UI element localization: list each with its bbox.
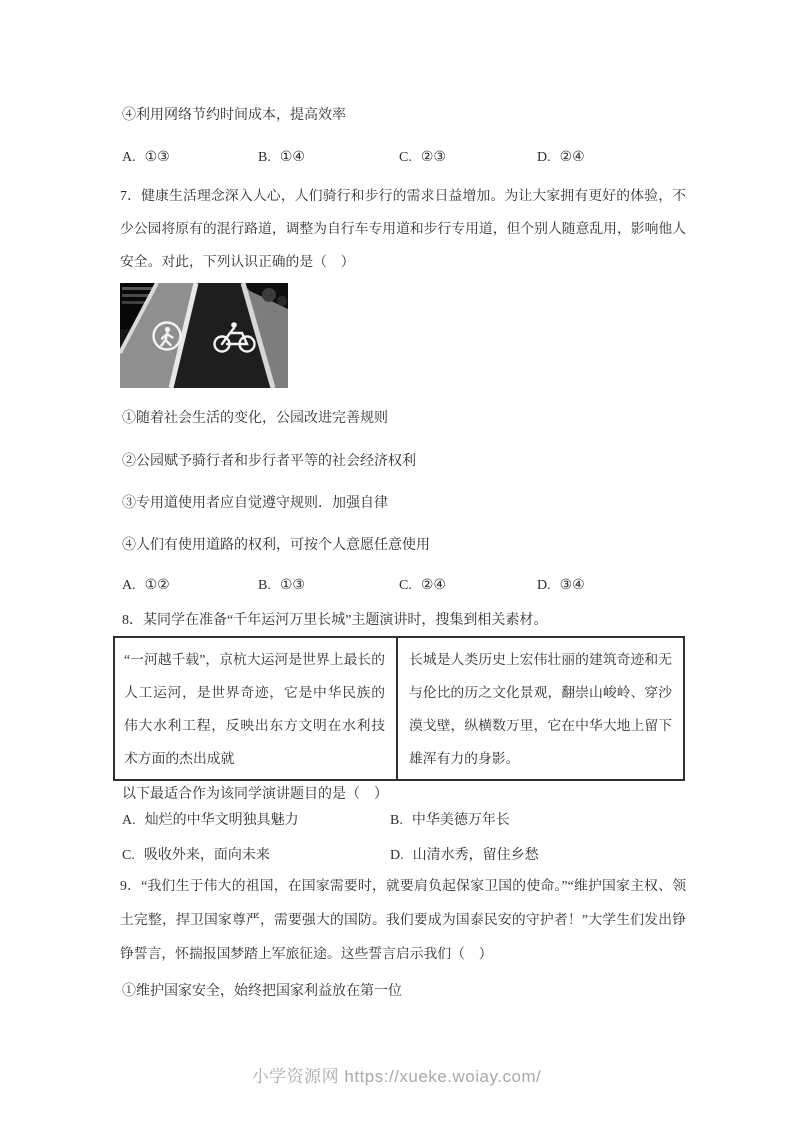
q6-choice-b bbox=[258, 148, 305, 168]
choice-label: C. bbox=[122, 848, 135, 863]
q7-choice-c bbox=[399, 576, 446, 596]
q7-lane-photo bbox=[120, 283, 288, 388]
choice-value: ②④ bbox=[420, 578, 446, 593]
choice-value: 灿烂的中华文明独具魅力 bbox=[144, 813, 299, 828]
q7-choice-a bbox=[122, 576, 170, 596]
lane-photo-graphic bbox=[120, 283, 288, 388]
choice-value: 吸收外来，面向未来 bbox=[143, 848, 270, 863]
choice-label: B. bbox=[258, 578, 271, 593]
q7-item-3: ③专用道使用者应自觉遵守规则．加强自律 bbox=[122, 496, 388, 511]
choice-value: 中华美德万年长 bbox=[411, 813, 510, 828]
choice-label: A. bbox=[122, 150, 136, 165]
q8-choice-a bbox=[122, 811, 299, 831]
choice-value: ③④ bbox=[559, 578, 585, 593]
table-cell-canal: “一河越千载”，京杭大运河是世界上最长的人工运河，是世界奇迹，它是中华民族的伟大水利工程，反映出东方文明在水利技术方面的杰出成就 bbox=[115, 638, 398, 779]
choice-value: ②④ bbox=[559, 150, 585, 165]
q8-choice-c bbox=[122, 846, 270, 866]
choice-label: B. bbox=[258, 150, 271, 165]
q8-prompt: 以下最适合作为该同学演讲题目的是（ ） bbox=[122, 787, 388, 802]
choice-label: B. bbox=[390, 813, 403, 828]
q7-item-2: ②公园赋予骑行者和步行者平等的社会经济权利 bbox=[122, 454, 416, 469]
q8-choice-d bbox=[390, 846, 539, 866]
choice-label: C. bbox=[399, 578, 412, 593]
q7-stem: 7．健康生活理念深入人心，人们骑行和步行的需求日益增加。为让大家拥有更好的体验，不少公园将原有的混行路道，调整为自行车专用道和步行专用道，但个别人随意乱用，影响他人安全。对此，下列认识正确的是（ ） bbox=[120, 188, 686, 269]
q6-choice-d bbox=[537, 148, 585, 168]
footer bbox=[0, 1062, 793, 1087]
q8-choice-b bbox=[390, 811, 510, 831]
choice-label: D. bbox=[390, 848, 404, 863]
choice-value: ①③ bbox=[144, 150, 170, 165]
choice-value: ①③ bbox=[279, 578, 305, 593]
q6-choice-c bbox=[399, 148, 446, 168]
q8-stem: 8．某同学在准备“千年运河万里长城”主题演讲时，搜集到相关素材。 bbox=[122, 613, 548, 628]
q8-material-table bbox=[113, 636, 685, 781]
choice-value: ②③ bbox=[420, 150, 446, 165]
q9-stem: 9．“我们生于伟大的祖国，在国家需要时，就要肩负起保家卫国的使命。”“维护国家主权、领土完整，捍卫国家尊严，需要强大的国防。我们要成为国泰民安的守护者！”大学生们发出铮铮誓言，怀揣报国梦踏上军旅征途。这些誓言启示我们（ ） bbox=[120, 878, 686, 961]
q9-item-1: ①维护国家安全，始终把国家利益放在第一位 bbox=[122, 984, 402, 999]
choice-label: D. bbox=[537, 578, 551, 593]
q7-item-4: ④人们有使用道路的权利，可按个人意愿任意使用 bbox=[122, 538, 430, 553]
q6-choice-a bbox=[122, 148, 170, 168]
q6-item-4: ④利用网络节约时间成本，提高效率 bbox=[122, 108, 346, 123]
choice-value: 山清水秀，留住乡愁 bbox=[412, 848, 539, 863]
q7-item-1: ①随着社会生活的变化，公园改进完善规则 bbox=[122, 411, 388, 426]
footer-site-link[interactable]: 小学资源网 https://xueke.woiay.com/ bbox=[251, 1067, 542, 1086]
q7-choice-b bbox=[258, 576, 305, 596]
choice-label: A. bbox=[122, 578, 136, 593]
choice-value: ①④ bbox=[279, 150, 305, 165]
choice-label: D. bbox=[537, 150, 551, 165]
table-cell-great-wall: 长城是人类历史上宏伟壮丽的建筑奇迹和无与伦比的历之文化景观，翻崇山峻岭、穿沙漠戈壁，纵横数万里，它在中华大地上留下雄浑有力的身影。 bbox=[409, 652, 672, 766]
q7-choice-d bbox=[537, 576, 585, 596]
choice-label: C. bbox=[399, 150, 412, 165]
choice-label: A. bbox=[122, 813, 136, 828]
choice-value: ①② bbox=[144, 578, 170, 593]
